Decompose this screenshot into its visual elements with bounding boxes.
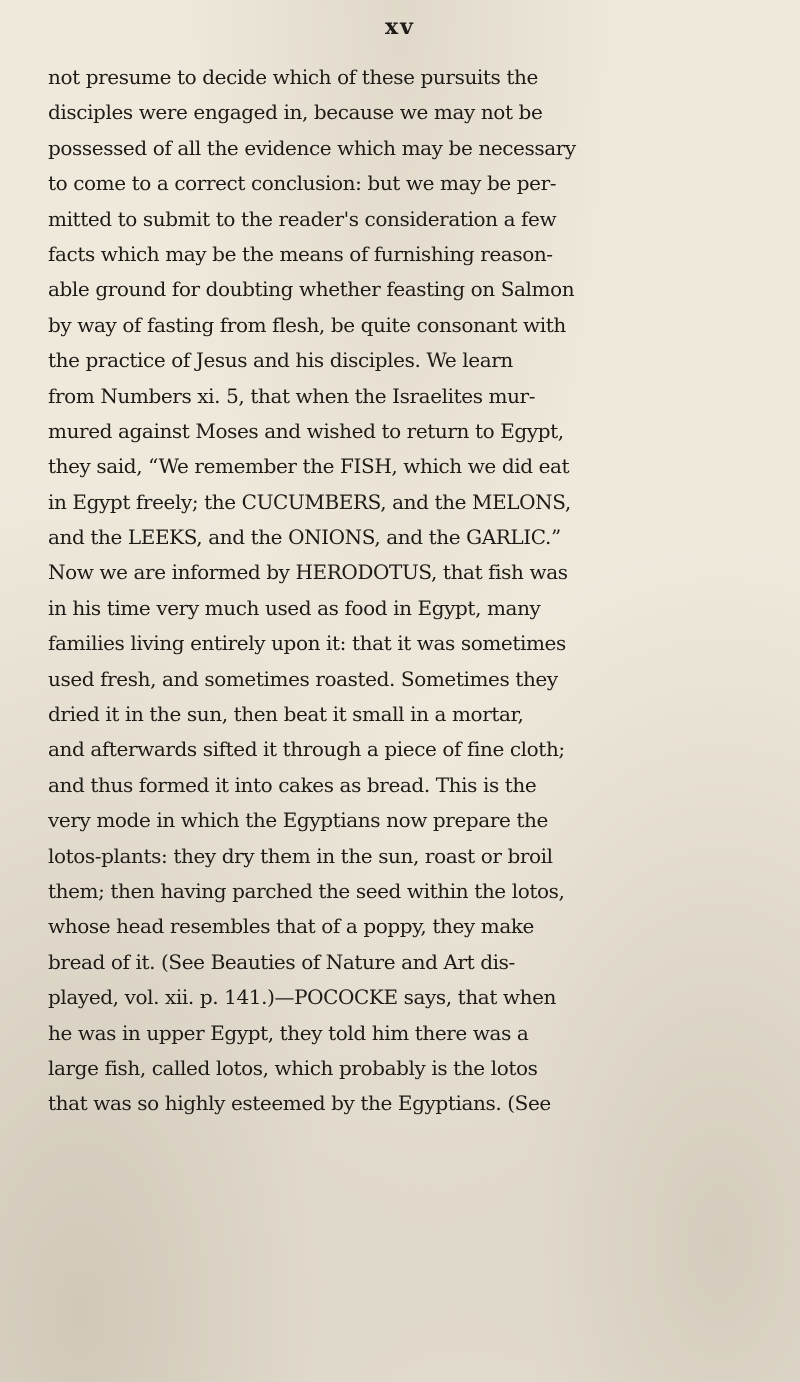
text-line: bread of it. (See Beauties of Nature and Art dis- (48, 949, 515, 974)
text-line: played, vol. xii. p. 141.)—POCOCKE says, that when (48, 985, 557, 1010)
text-line: in Egypt freely; the CUCUMBERS, and the MELONS, (48, 489, 571, 514)
text-line: to come to a correct conclusion: but we may be per- (48, 171, 557, 196)
text-line: disciples were engaged in, because we may not be (48, 100, 543, 125)
text-line: and the LEEKS, and the ONIONS, and the GARLIC.” (48, 525, 561, 550)
text-line: and afterwards sifted it through a piece of fine cloth; (48, 737, 565, 762)
text-line: very mode in which the Egyptians now prepare the (48, 808, 548, 833)
text-line: lotos-plants: they dry them in the sun, roast or broil (48, 843, 553, 868)
text-line: whose head resembles that of a poppy, they make (48, 914, 534, 939)
text-line: from Numbers xi. 5, that when the Israelites mur- (48, 383, 536, 408)
text-line: large fish, called lotos, which probably is the lotos (48, 1055, 538, 1080)
text-line: not presume to decide which of these pursuits the (48, 65, 538, 89)
text-line: and thus formed it into cakes as bread. This is the (48, 772, 537, 797)
body-text (48, 60, 768, 1122)
text-line: families living entirely upon it: that it was sometimes (48, 631, 566, 656)
text-line: they said, “We remember the FISH, which we did eat (48, 454, 570, 479)
text-line: able ground for doubting whether feasting on Salmon (48, 277, 575, 302)
text-line: mured against Moses and wished to return to Egypt, (48, 418, 564, 443)
text-line: mitted to submit to the reader's consideration a few (48, 206, 557, 231)
text-line: them; then having parched the seed within the lotos, (48, 878, 565, 903)
text-line: facts which may be the means of furnishing reason- (48, 241, 553, 266)
text-line: he was in upper Egypt, they told him there was a (48, 1020, 529, 1045)
text-line: that was so highly esteemed by the Egyptians. (See (48, 1091, 551, 1116)
text-line: used fresh, and sometimes roasted. Sometimes they (48, 666, 558, 691)
text-line: dried it in the sun, then beat it small in a mortar, (48, 702, 524, 727)
text-line: in his time very much used as food in Egypt, many (48, 595, 541, 620)
text-line: the practice of Jesus and his disciples. We learn (48, 348, 513, 373)
text-line: possessed of all the evidence which may be necessary (48, 135, 576, 160)
text-line: by way of fasting from flesh, be quite consonant with (48, 312, 566, 337)
text-line: Now we are informed by HERODOTUS, that fish was (48, 560, 568, 585)
page-folio: xv (385, 14, 415, 40)
